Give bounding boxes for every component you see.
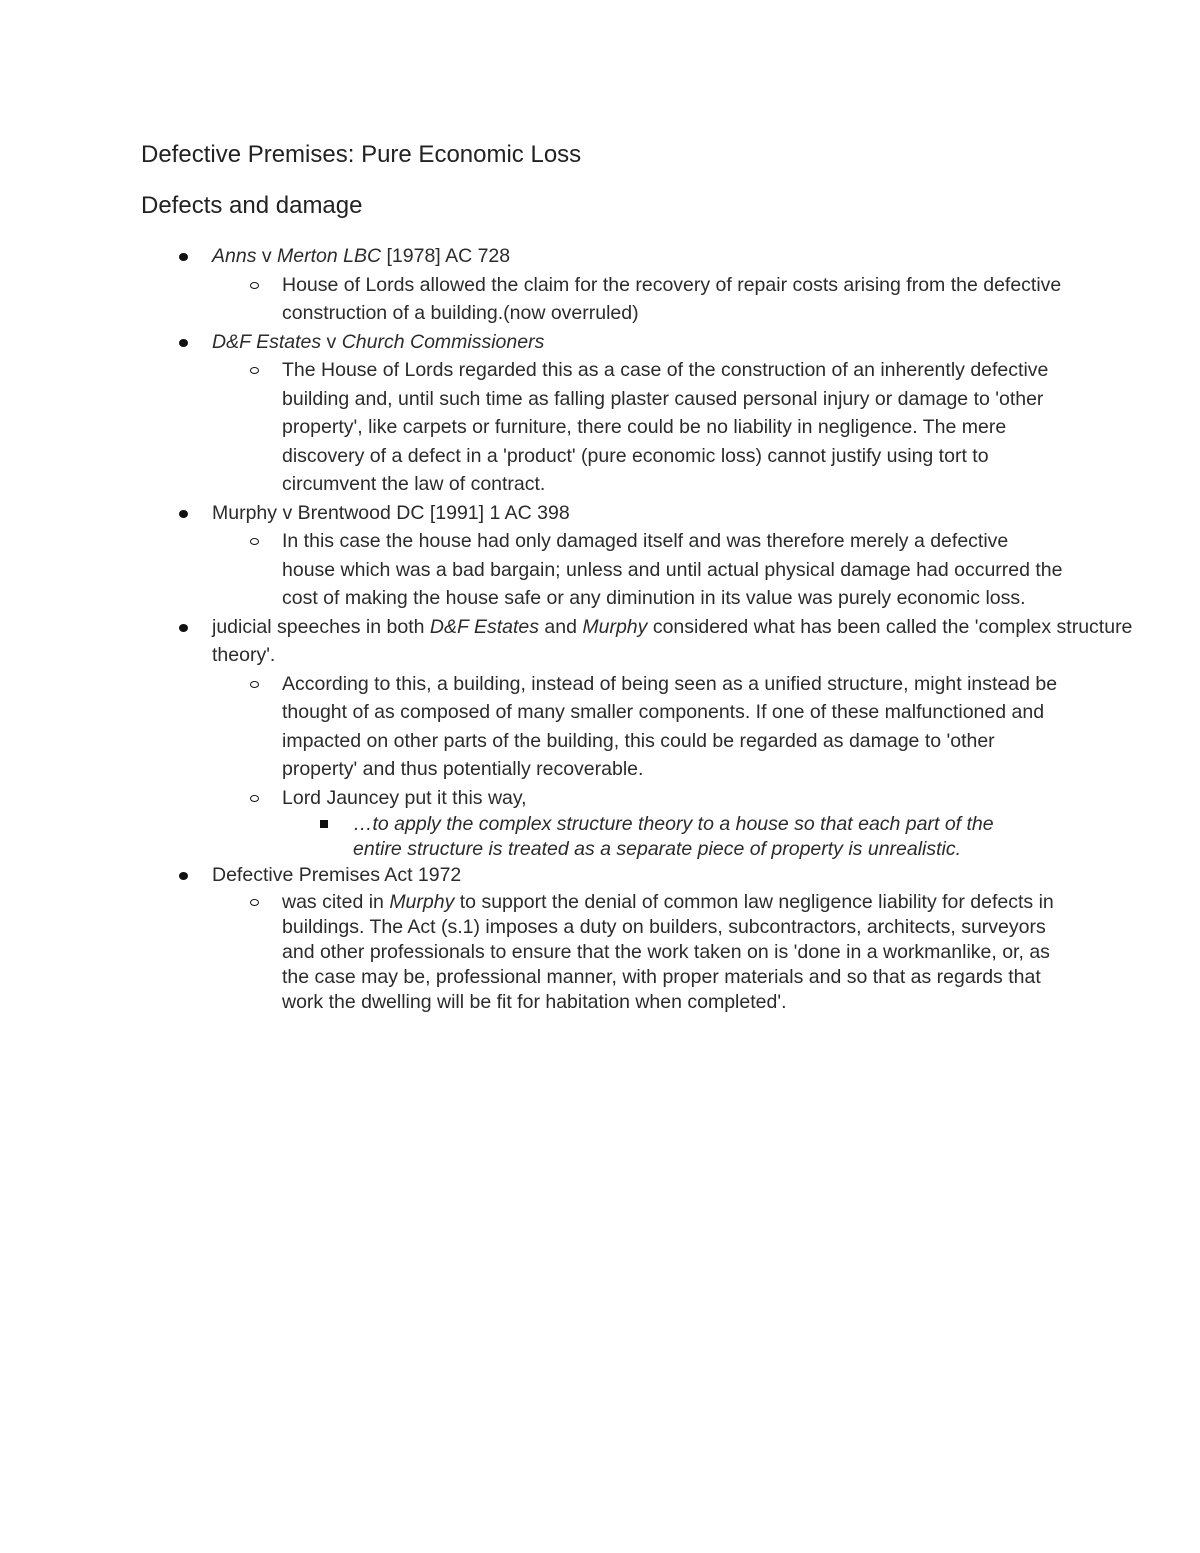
item-text xyxy=(212,502,570,524)
bullet-dot-icon xyxy=(179,339,188,347)
item-text xyxy=(282,673,1057,781)
text-run: In this case the house had only damaged itself and was therefore merely a defective house which was a bad bargain; unless and until actual physical damage had occurred the cost of making the house safe or any diminution in its value was purely economic loss. xyxy=(282,530,1063,609)
item-text xyxy=(282,530,1063,609)
bullet-list xyxy=(0,242,1200,1015)
text-run: considered what has been called the 'complex structure theory'. xyxy=(212,615,1133,666)
list-item-level-1 xyxy=(0,328,1200,357)
list-item-level-2 xyxy=(0,271,1200,328)
text-run: Murphy v Brentwood DC [1991] 1 AC 398 xyxy=(212,501,570,524)
italic-text: Church Commissioners xyxy=(341,330,545,353)
text-run: [1978] AC 728 xyxy=(381,245,511,267)
italic-text: D&F Estates xyxy=(212,330,322,353)
italic-text: Anns xyxy=(212,245,257,267)
text-run: Defective Premises Act 1972 xyxy=(212,864,462,886)
list-item-level-2 xyxy=(0,527,1200,613)
bullet-circle-icon xyxy=(250,282,259,289)
list-item-level-3 xyxy=(0,812,1200,861)
bullet-square-icon xyxy=(320,820,328,828)
text-run: The House of Lords regarded this as a case of the construction of an inherently defective building and, until such time as falling plaster caused personal injury or damage to 'other property', like carpets or furniture, there could be no liability in negligence. The mere discovery of a defect in a 'product' (pure economic loss) cannot justify using tort to circumvent the law of contract. xyxy=(282,359,1049,495)
italic-text: Merton LBC xyxy=(277,245,382,267)
text-run: v xyxy=(256,245,278,267)
bullet-dot-icon xyxy=(179,253,188,261)
bullet-dot-icon xyxy=(179,624,188,632)
list-item-level-1 xyxy=(0,861,1200,890)
text-run: was cited in xyxy=(282,890,390,913)
text-run: Lord Jauncey put it this way, xyxy=(282,786,527,809)
italic-text: Murphy xyxy=(582,615,648,638)
list-item-level-2 xyxy=(0,784,1200,813)
item-text xyxy=(282,891,1054,1013)
text-run: v xyxy=(321,330,342,353)
bullet-circle-icon xyxy=(250,795,259,802)
bullet-circle-icon xyxy=(250,899,259,906)
italic-text: D&F Estates xyxy=(429,615,539,638)
list-item-level-2 xyxy=(0,356,1200,499)
text-run: House of Lords allowed the claim for the recovery of repair costs arising from the defective construction of a building.(now overruled) xyxy=(282,273,1062,324)
text-run: to support the denial of common law negligence liability for defects in buildings. The Act (s.1) imposes a duty on builders, subcontractors, architects, surveyors and other professionals to ensure that the work taken on is 'done in a workmanlike, or, as the case may be, professional manner, with proper materials and so that as regards that work the dwelling will be fit for habitation when completed'. xyxy=(282,890,1054,1013)
bullet-circle-icon xyxy=(250,538,259,545)
item-text xyxy=(212,864,461,886)
item-text xyxy=(212,245,510,267)
item-text xyxy=(212,331,544,353)
italic-text: …to apply the complex structure theory to a house so that each part of the entire structure is treated as a separate piece of property is unrealistic. xyxy=(353,813,994,860)
list-item-level-2 xyxy=(0,890,1200,1015)
italic-text: Murphy xyxy=(389,890,455,913)
text-run: According to this, a building, instead of being seen as a unified structure, might instead be thought of as composed of many smaller components. If one of these malfunctioned and impacted on other parts of the building, this could be regarded as damage to 'other property' and thus potentially recoverable. xyxy=(282,672,1058,780)
bullet-dot-icon xyxy=(179,510,188,518)
text-run: judicial speeches in both xyxy=(212,615,430,638)
bullet-circle-icon xyxy=(250,681,259,688)
bullet-dot-icon xyxy=(179,872,188,880)
bullet-circle-icon xyxy=(250,367,259,374)
list-item-level-1 xyxy=(0,499,1200,528)
item-text xyxy=(282,359,1048,495)
item-text xyxy=(353,813,994,860)
item-text xyxy=(282,787,527,809)
text-run: and xyxy=(539,615,583,638)
item-text xyxy=(282,274,1061,325)
section-heading: Defects and damage xyxy=(141,192,363,219)
item-text xyxy=(212,616,1132,667)
list-item-level-2 xyxy=(0,670,1200,784)
document-title: Defective Premises: Pure Economic Loss xyxy=(141,141,582,168)
list-item-level-1 xyxy=(0,613,1200,670)
list-item-level-1 xyxy=(0,242,1200,271)
